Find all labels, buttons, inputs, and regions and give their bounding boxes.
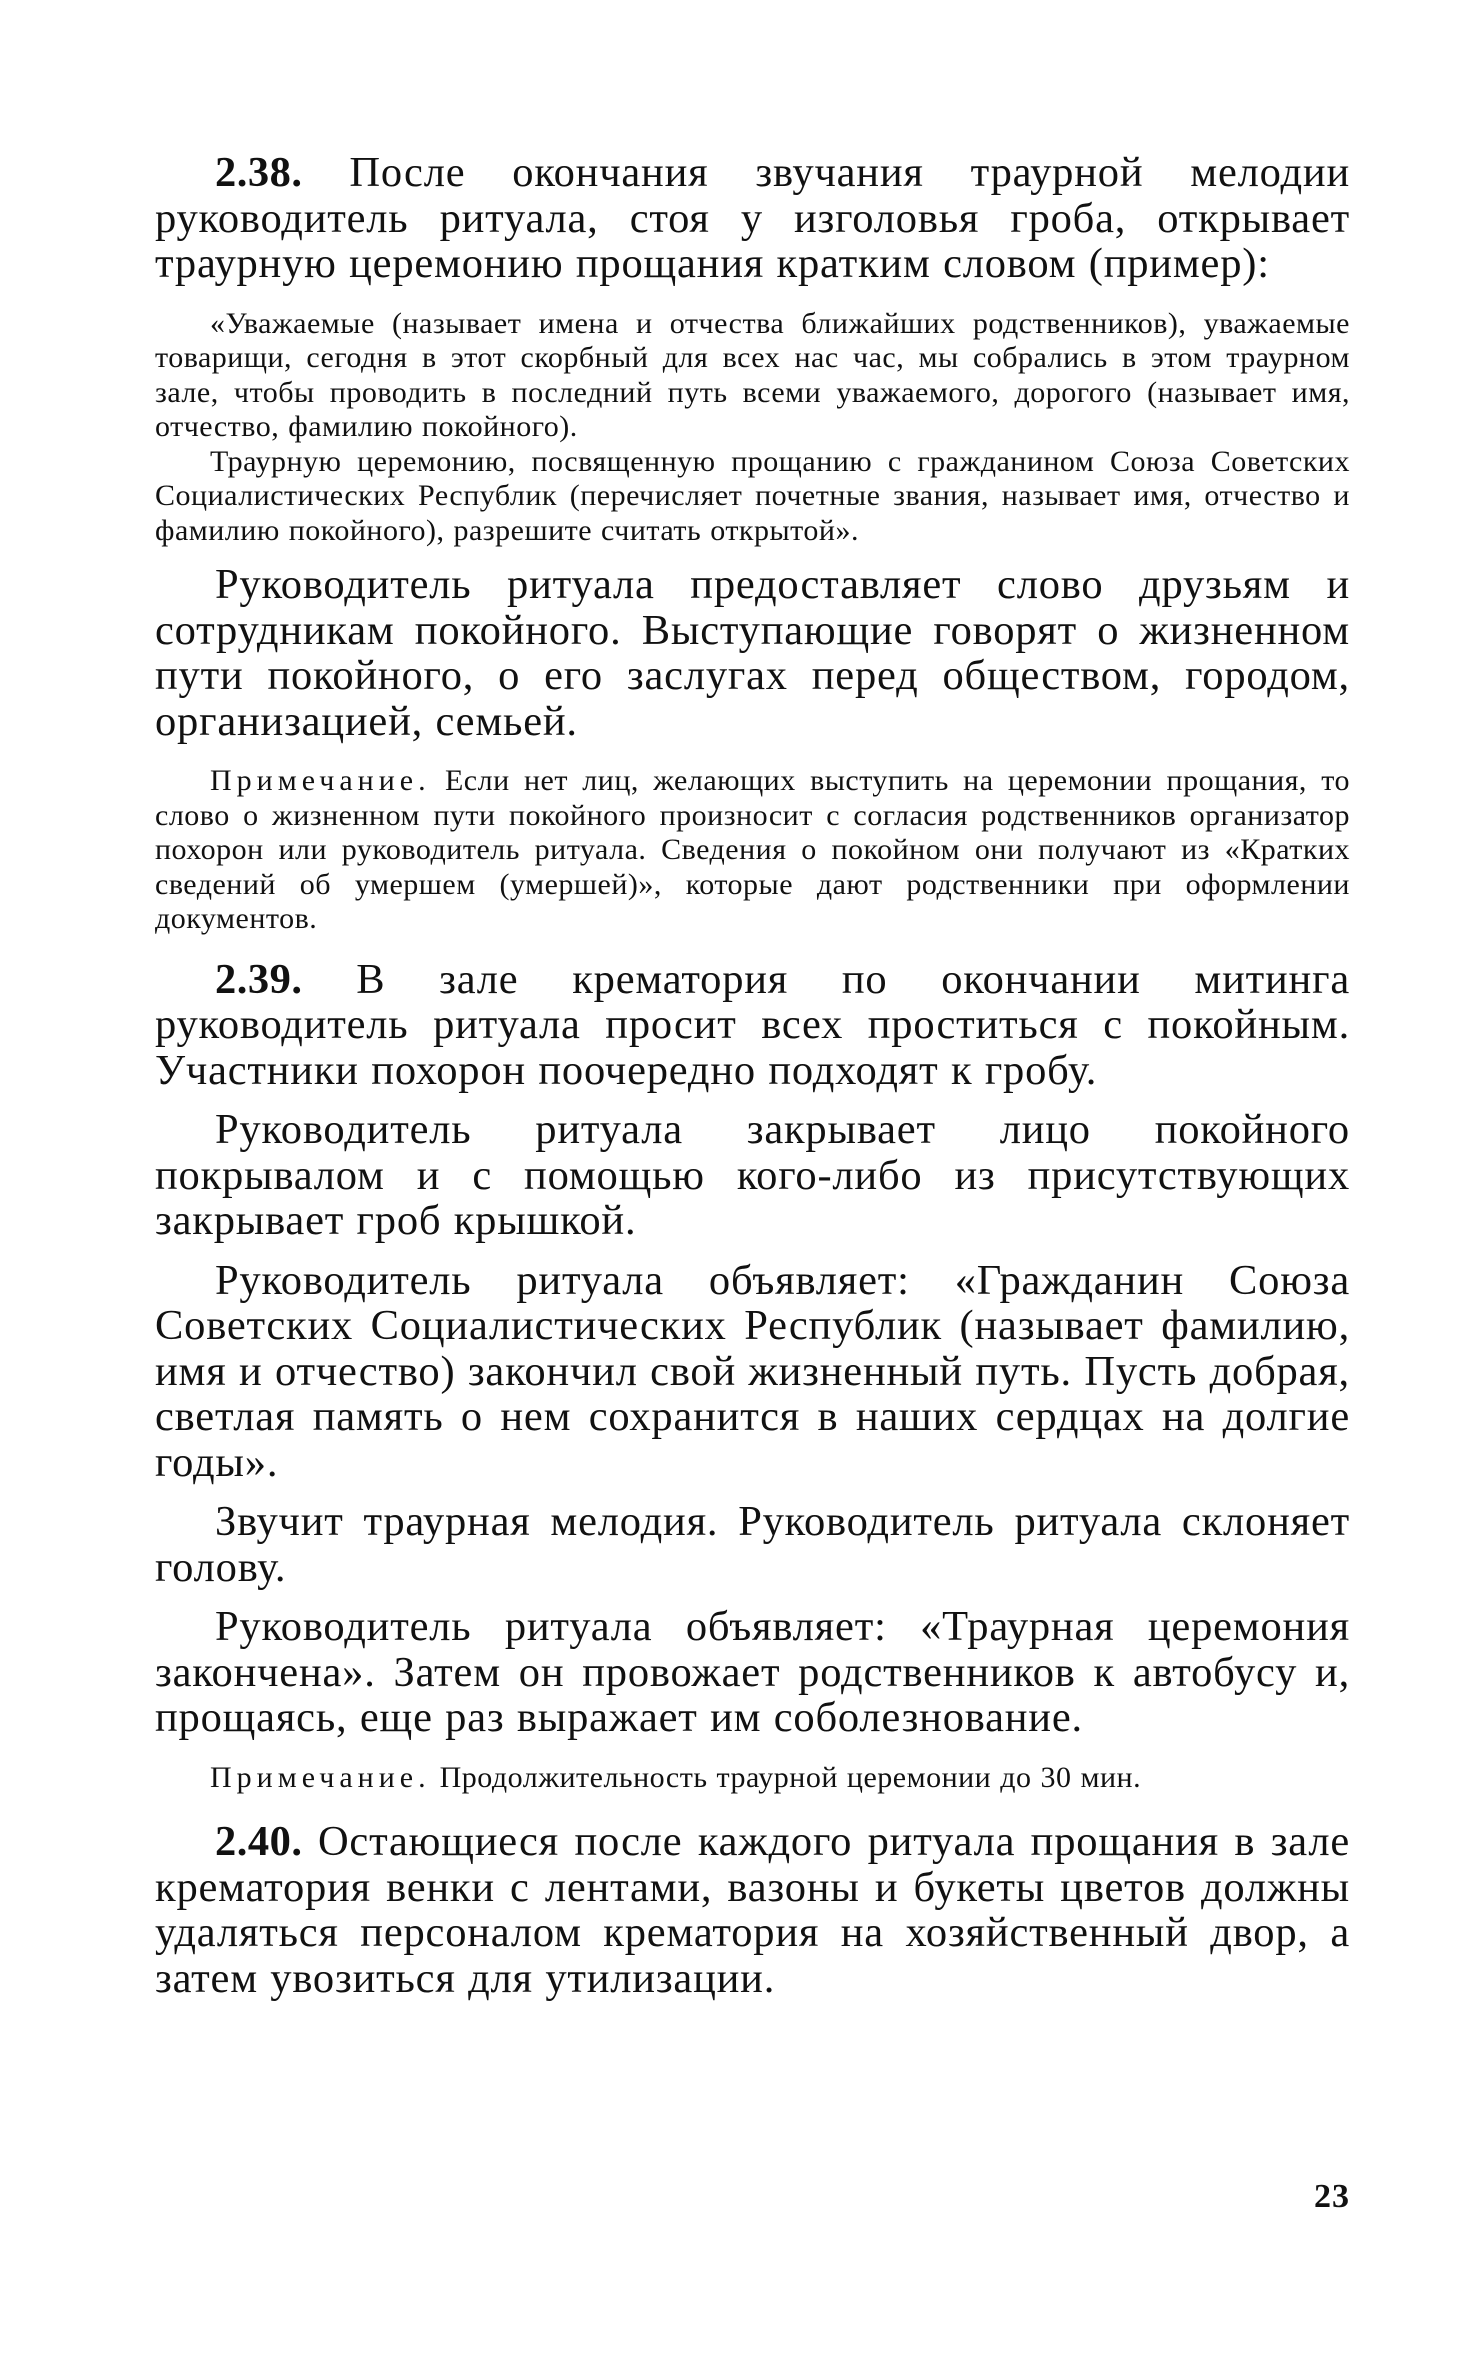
paragraph-announcement <box>155 1258 1350 1486</box>
speech-quote-opening <box>155 307 1350 445</box>
paragraph-speakers <box>155 562 1350 744</box>
paragraph-text: Остающиеся после каждого ритуала прощания в зале крематория венки с лентами, вазоны и букеты цветов должны удаляться персоналом крематория на хозяйственный двор, а затем увозиться для утилизации. <box>155 1818 1350 2002</box>
paragraph-text: «Уважаемые (называет имена и отчества ближайших родственников), уважаемые товарищи, сегодня в этот скорбный для всех нас час, мы собрались в этом траурном зале, чтобы проводить в последний путь всеми уважаемого, дорогого (называет имя, отчество, фамилию покойного). <box>155 306 1350 443</box>
paragraph-2-40 <box>155 1819 1350 2001</box>
paragraph-2-39 <box>155 957 1350 1094</box>
clause-number: 2.40. <box>215 1818 303 1865</box>
paragraph-2-38 <box>155 150 1350 287</box>
paragraph-ceremony-end <box>155 1604 1350 1741</box>
page-number: 23 <box>1314 2178 1350 2215</box>
note-label: Примечание. <box>210 764 431 797</box>
paragraph-text: В зале крематория по окончании митинга руководитель ритуала просит всех проститься с покойным. Участники похорон поочередно подходят к гробу. <box>155 955 1350 1094</box>
clause-number: 2.39. <box>215 955 303 1003</box>
paragraph-text: Продолжительность траурной церемонии до 30 мин. <box>430 1760 1142 1794</box>
paragraph-text: Если нет лиц, желающих выступить на церемонии прощания, то слово о жизненном пути покойного произносит с согласия родственников организатор похорон или руководитель ритуала. Сведения о покойном они получают из «Кратких сведений об умершем (умершей)», которые дают родственники при оформлении документов. <box>155 764 1350 935</box>
paragraph-closing-coffin <box>155 1107 1350 1244</box>
document-page <box>155 150 1350 2001</box>
paragraph-text: Руководитель ритуала объявляет: «Гражданин Союза Советских Социалистических Республик (называет фамилию, имя и отчество) закончил свой жизненный путь. Пусть добрая, светлая память о нем сохранится в наших сердцах на долгие годы». <box>155 1256 1350 1486</box>
paragraph-text: Траурную церемонию, посвященную прощанию с гражданином Союза Советских Социалистических Республик (перечисляет почетные звания, называет имя, отчество и фамилию покойного), разрешите считать открытой». <box>155 444 1350 547</box>
paragraph-text: После окончания звучания траурной мелодии руководитель ритуала, стоя у изголовья гроба, открывает траурную церемонию прощания кратким словом (пример): <box>155 149 1350 287</box>
paragraph-text: Руководитель ритуала объявляет: «Траурная церемония закончена». Затем он провожает родственников к автобусу и, прощаясь, еще раз выражает им соболезнование. <box>155 1603 1350 1741</box>
paragraph-text: Руководитель ритуала закрывает лицо покойного покрывалом и с помощью кого-либо из присутствующих закрывает гроб крышкой. <box>155 1106 1350 1244</box>
paragraph-text: Звучит траурная мелодия. Руководитель ритуала склоняет голову. <box>155 1498 1350 1591</box>
note-duration <box>155 1761 1350 1796</box>
note-speakers <box>155 764 1350 937</box>
speech-quote-continuation <box>155 445 1350 549</box>
note-label: Примечание. <box>210 1760 431 1794</box>
clause-number: 2.38. <box>215 149 303 196</box>
paragraph-text: Руководитель ритуала предоставляет слово друзьям и сотрудникам покойного. Выступающие говорят о жизненном пути покойного, о его заслугах перед обществом, городом, организацией, семьей. <box>155 561 1350 745</box>
paragraph-melody <box>155 1499 1350 1590</box>
